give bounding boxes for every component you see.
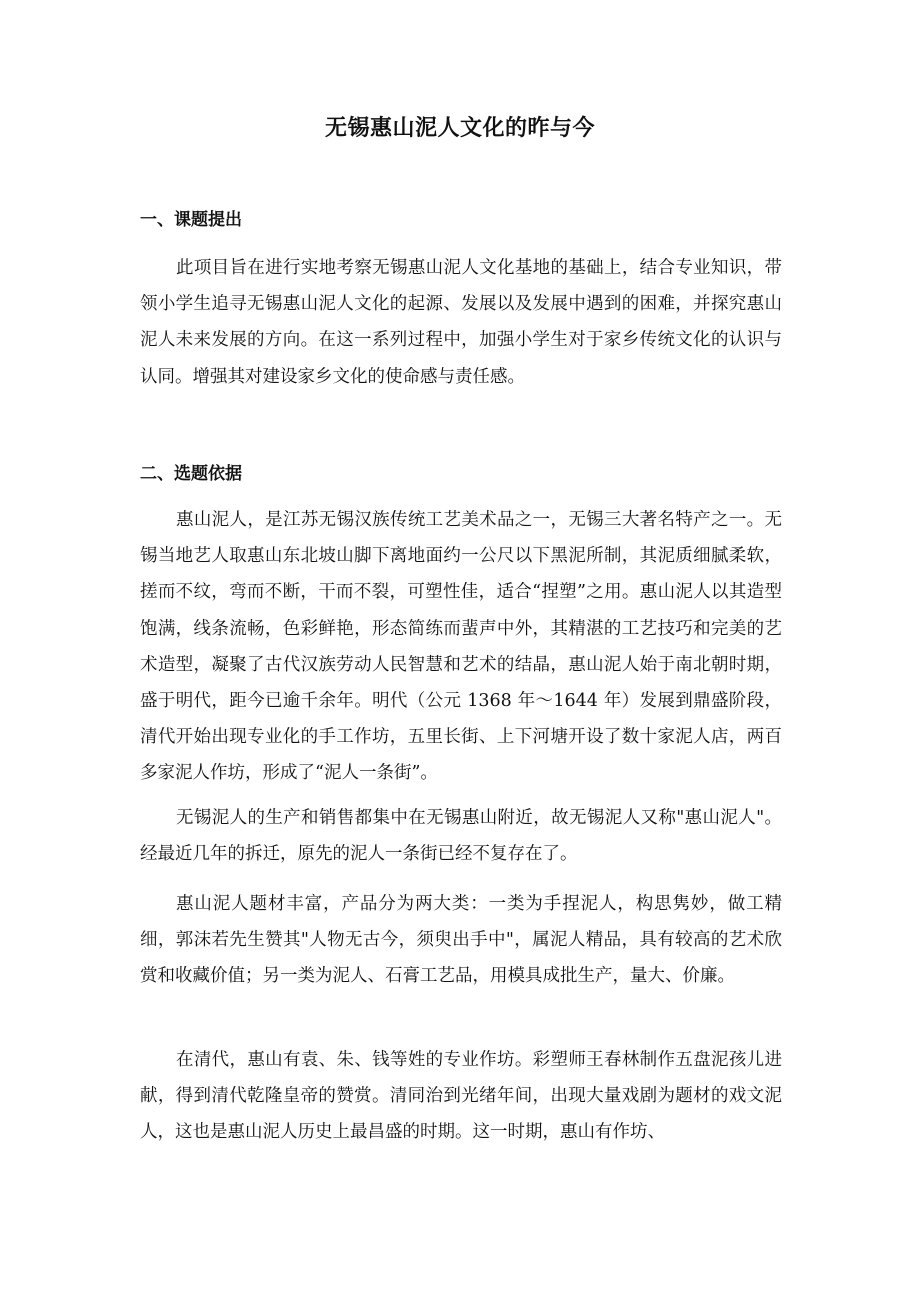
paragraph-basis-categories: 惠山泥人题材丰富，产品分为两大类：一类为手捏泥人，构思隽妙，做工精细，郭沫若先生赞其"人物无古今，须臾出手中"，属泥人精品，具有较高的艺术欣赏和收藏价值；另一类为泥人、石膏工艺品，用模具成批生产，量大、价廉。 xyxy=(140,894,782,987)
paragraph-basis-intro: 惠山泥人，是江苏无锡汉族传统工艺美术品之一，无锡三大著名特产之一。无锡当地艺人取惠山东北坡山脚下离地面约一公尺以下黑泥所制，其泥质细腻柔软，搓而不纹，弯而不断，干而不裂，可塑性佳，适合“捏塑”之用。惠山泥人以其造型饱满，线条流畅，色彩鲜艳，形态简练而蜚声中外，其精湛的工艺技巧和完美的艺术造型，凝聚了古代汉族劳动人民智慧和艺术的结晶，惠山泥人始于南北朝时期，盛于明代，距今已逾千余年。明代（公元 1368 年～1644 年）发展到鼎盛阶段，清代开始出现专业化的手工作坊，五里长街、上下河塘开设了数十家泥人店，两百多家泥人作坊，形成了“泥人一条街”。 xyxy=(140,510,782,784)
paragraph-proposal: 此项目旨在进行实地考察无锡惠山泥人文化基地的基础上，结合专业知识，带领小学生追寻无锡惠山泥人文化的起源、发展以及发展中遇到的困难，并探究惠山泥人未来发展的方向。在这一系列过程中，加强小学生对于家乡传统文化的认识与认同。增强其对建设家乡文化的使命感与责任感。 xyxy=(140,258,782,387)
section-heading-basis: 二、选题依据 xyxy=(140,464,242,484)
paragraph-basis-qing-dynasty: 在清代，惠山有袁、朱、钱等姓的专业作坊。彩塑师王春林制作五盘泥孩儿进献，得到清代乾隆皇帝的赞赏。清同治到光绪年间，出现大量戏剧为题材的戏文泥人，这也是惠山泥人历史上最昌盛的时期。这一时期，惠山有作坊、 xyxy=(140,1050,782,1143)
paragraph-basis-location: 无锡泥人的生产和销售都集中在无锡惠山附近，故无锡泥人又称"惠山泥人"。经最近几年的拆迁，原先的泥人一条街已经不复存在了。 xyxy=(140,808,782,865)
document-title: 无锡惠山泥人文化的昨与今 xyxy=(324,115,595,141)
section-heading-proposal: 一、课题提出 xyxy=(140,210,242,230)
